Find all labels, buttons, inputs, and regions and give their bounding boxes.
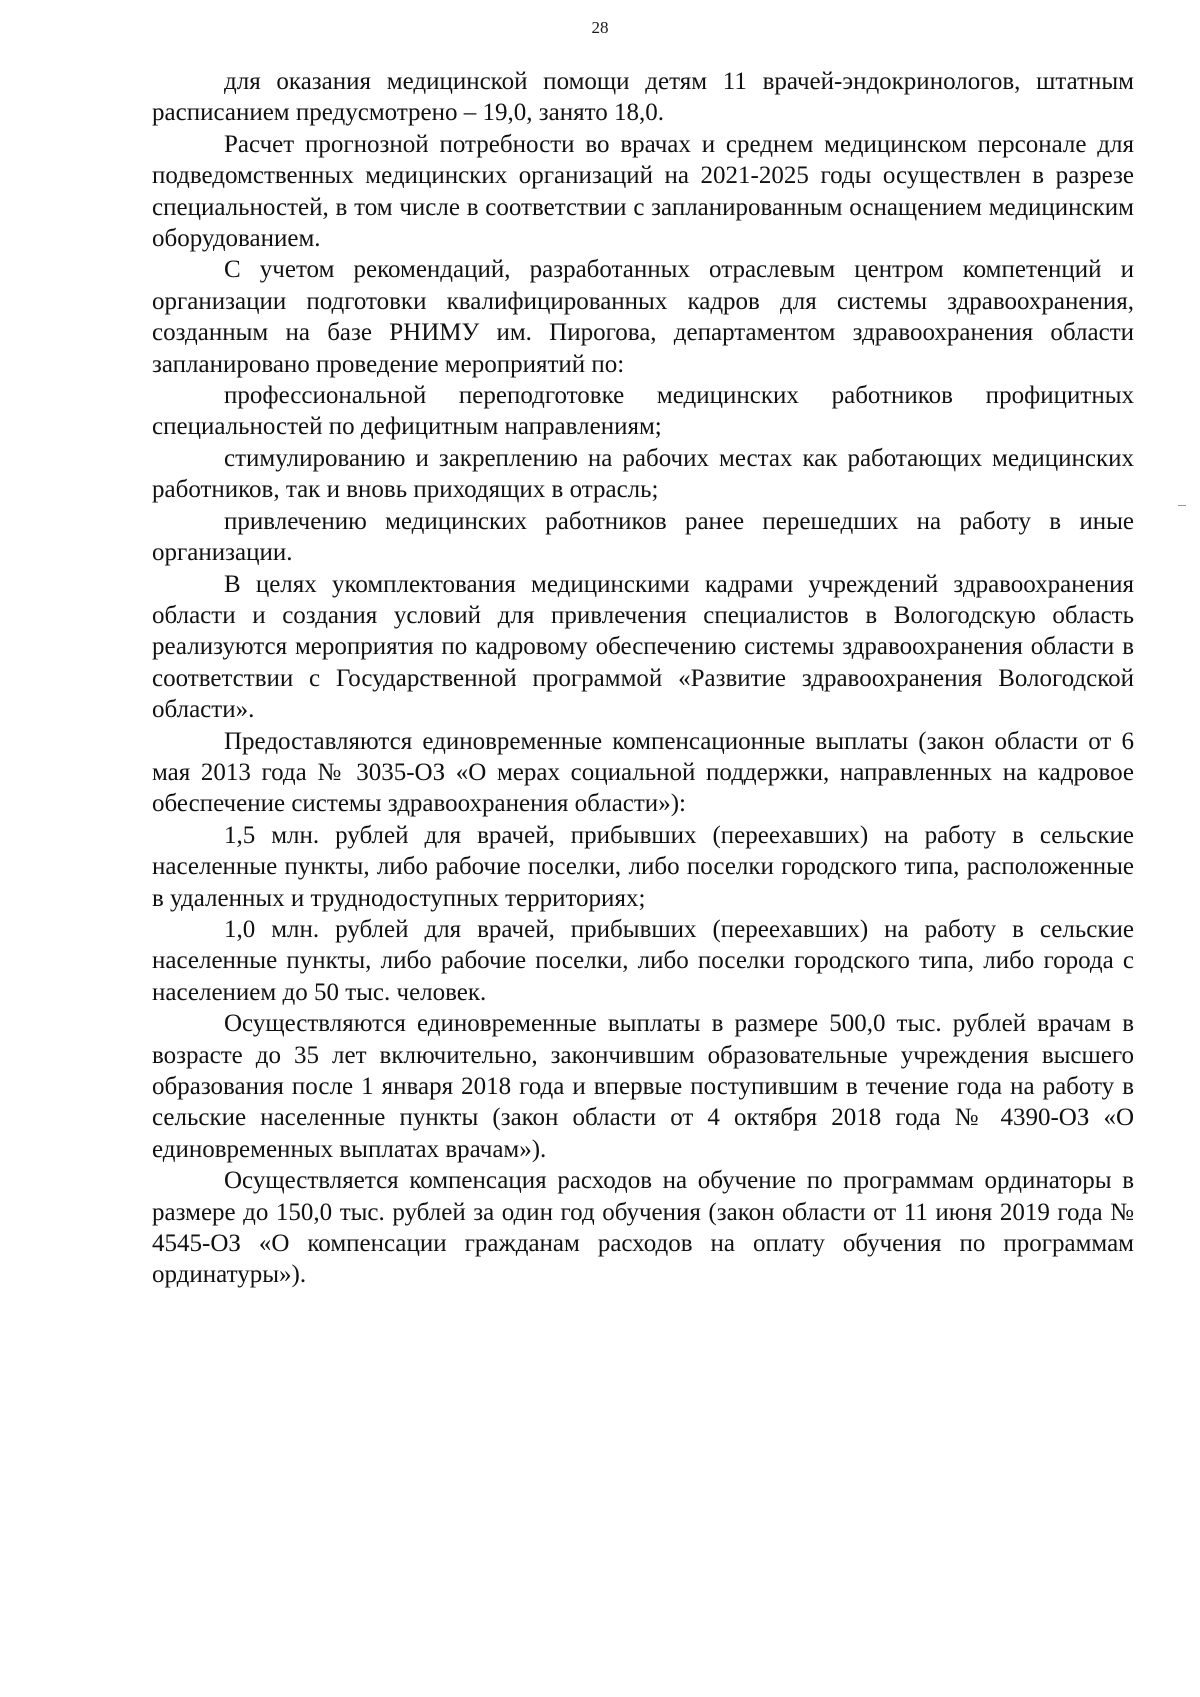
paragraph-2: Расчет прогнозной потребности во врачах и среднем медицинском персонале для подведомственных медицинских организаций на 2021-2025 годы осуществлен в разрезе специальностей, в том числе в соответствии с запланированным оснащением медицинским оборудованием. — [152, 130, 1134, 253]
page-number: 28 — [591, 18, 609, 37]
paragraph-10: 1,0 млн. рублей для врачей, прибывших (переехавших) на работу в сельские населенные пункты, либо рабочие поселки, либо поселки городского типа, либо города с населением до 50 тыс. человек. — [152, 915, 1134, 1006]
paragraph-4: профессиональной переподготовке медицинских работников профицитных специальностей по дефицитным направлениям; — [152, 382, 1134, 441]
document-body — [152, 66, 1134, 1291]
paragraph-3: С учетом рекомендаций, разработанных отраслевым центром компетенций и организации подготовки квалифицированных кадров для системы здравоохранения, созданным на базе РНИМУ им. Пирогова, департаментом здравоохранения области запланировано проведение мероприятий по: — [152, 256, 1134, 378]
paragraph-5: стимулированию и закреплению на рабочих местах как работающих медицинских работников, так и вновь приходящих в отрасль; — [152, 444, 1134, 504]
paragraph-6: привлечению медицинских работников ранее перешедших на работу в иные организации. — [152, 507, 1134, 567]
paragraph-7: В целях укомплектования медицинскими кадрами учреждений здравоохранения области и создания условий для привлечения специалистов в Вологодскую область реализуются мероприятия по кадровому обеспечению системы здравоохранения области в соответствии с Государственной программой «Развитие здравоохранения Вологодской области». — [152, 570, 1134, 724]
paragraph-12: Осуществляется компенсация расходов на обучение по программам ординаторы в размере до 150,0 тыс. рублей за один год обучения (закон области от 11 июня 2019 года № 4545-ОЗ «О компенсации гражданам расходов на оплату обучения по программам ординатуры»). — [152, 1167, 1134, 1289]
paragraph-1: для оказания медицинской помощи детям 11 врачей-эндокринологов, штатным расписанием предусмотрено – 19,0, занято 18,0. — [152, 68, 1134, 127]
paragraph-8: Предоставляются единовременные компенсационные выплаты (закон области от 6 мая 2013 года № 3035-ОЗ «О мерах социальной поддержки, направленных на кадровое обеспечение системы здравоохранения области»): — [152, 727, 1134, 818]
scan-edge-mark — [1178, 505, 1186, 506]
paragraph-11: Осуществляются единовременные выплаты в размере 500,0 тыс. рублей врачам в возрасте до 35 лет включительно, закончившим образовательные учреждения высшего образования после 1 января 2018 года и впервые поступившим в течение года на работу в сельские населенные пункты (закон области от 4 октября 2018 года № 4390-ОЗ «О единовременных выплатах врачам»). — [152, 1010, 1134, 1163]
paragraph-9: 1,5 млн. рублей для врачей, прибывших (переехавших) на работу в сельские населенные пункты, либо рабочие поселки, либо поселки городского типа, расположенные в удаленных и труднодоступных территориях; — [152, 821, 1134, 912]
